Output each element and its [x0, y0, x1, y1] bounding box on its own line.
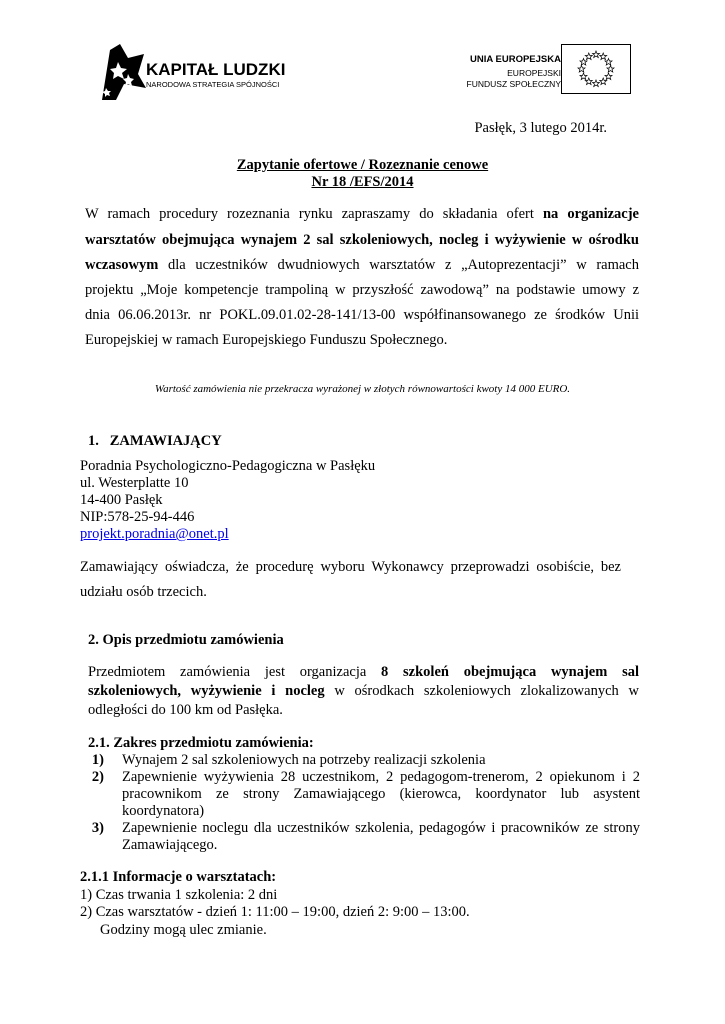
- section1-heading: 1. ZAMAWIAJĄCY: [88, 433, 222, 449]
- eu-logo: [455, 44, 631, 96]
- eu-line1: EUROPEJSKI: [507, 68, 561, 78]
- intro-line-3: wczasowym dla uczestników dwudniowych warsztatów z „Autoprezentacji” w ramach: [85, 257, 639, 273]
- intro-line-1: W ramach procedury rozeznania rynku zapraszamy do składania ofert na organizacje: [85, 206, 639, 222]
- section211: [80, 869, 470, 939]
- intro-line-5: dnia 06.06.2013r. nr POKL.09.01.02-28-141/13-00 współfinansowanego ze środków Unii: [85, 307, 639, 323]
- list-item: 3) Zapewnienie noclegu dla uczestników szkolenia, pedagogów i pracowników ze strony Zamawiającego.: [91, 820, 640, 853]
- declaration-line-2: udziału osób trzecich.: [80, 584, 207, 600]
- eu-flag-icon: [561, 44, 631, 94]
- section2-line-3: odległości do 100 km od Pasłęka.: [88, 702, 283, 718]
- orderer-street: ul. Westerplatte 10: [80, 475, 189, 491]
- document-date: Pasłęk, 3 lutego 2014r.: [474, 120, 607, 136]
- intro-line-2: warsztatów obejmująca wynajem 2 sal szkoleniowych, nocleg i wyżywienie w ośrodku: [85, 232, 639, 248]
- document-title: [0, 157, 725, 191]
- list-item: 1) Wynajem 2 sal szkoleniowych na potrzeby realizacji szkolenia: [91, 752, 486, 768]
- orderer-email-link[interactable]: projekt.poradnia@onet.pl: [80, 526, 229, 542]
- eu-line2: FUNDUSZ SPOŁECZNY: [466, 79, 561, 89]
- intro-line-6: Europejskiej w ramach Europejskiego Funduszu Społecznego.: [85, 332, 448, 348]
- section211-heading: 2.1.1 Informacje o warsztatach:: [80, 869, 277, 885]
- section2-heading: 2. Opis przedmiotu zamówienia: [88, 632, 284, 648]
- list-item: 2) Zapewnienie wyżywienia 28 uczestnikom, 2 pedagogom-trenerom, 2 opiekunom i 2 pracownikom ze strony Zamawiającego (kierowca, koordynator lub asystent koordynatora): [91, 769, 640, 819]
- title-line2: Nr 18 /EFS/2014: [311, 174, 414, 190]
- section2-line-2: szkoleniowych, wyżywienie i nocleg w ośrodkach szkoleniowych zlokalizowanych w: [88, 683, 639, 699]
- scope-list: [80, 752, 640, 854]
- section21-heading: 2.1. Zakres przedmiotu zamówienia:: [88, 735, 314, 751]
- workshop-duration: 1) Czas trwania 1 szkolenia: 2 dni: [80, 886, 278, 903]
- kapital-ludzki-logo: [98, 44, 358, 100]
- orderer-nip: NIP:578-25-94-446: [80, 509, 195, 525]
- hours-note: Godziny mogą ulec zmianie.: [100, 921, 267, 938]
- kl-title: KAPITAŁ LUDZKI: [146, 60, 286, 79]
- orderer-address: [80, 458, 375, 543]
- kapital-ludzki-emblem-icon: [98, 44, 148, 100]
- kl-subtitle: NARODOWA STRATEGIA SPÓJNOŚCI: [146, 80, 280, 89]
- title-line1: Zapytanie ofertowe / Rozeznanie cenowe: [236, 157, 489, 173]
- eu-title: UNIA EUROPEJSKA: [470, 54, 561, 65]
- orderer-city: 14-400 Pasłęk: [80, 492, 163, 508]
- section2-line-1: Przedmiotem zamówienia jest organizacja 8 szkoleń obejmująca wynajem sal: [88, 664, 639, 680]
- declaration-line-1: Zamawiający oświadcza, że procedurę wyboru Wykonawcy przeprowadzi osobiście, bez: [80, 559, 621, 575]
- orderer-name: Poradnia Psychologiczno-Pedagogiczna w Pasłęku: [80, 458, 376, 474]
- value-note: Wartość zamówienia nie przekracza wyrażonej w złotych równowartości kwoty 14 000 EURO.: [154, 383, 571, 395]
- intro-line-4: projektu „Moje kompetencje trampoliną w przyszłość zawodową” na podstawie umowy z: [85, 282, 639, 298]
- workshop-hours: 2) Czas warsztatów - dzień 1: 11:00 – 19:00, dzień 2: 9:00 – 13:00.: [80, 904, 470, 920]
